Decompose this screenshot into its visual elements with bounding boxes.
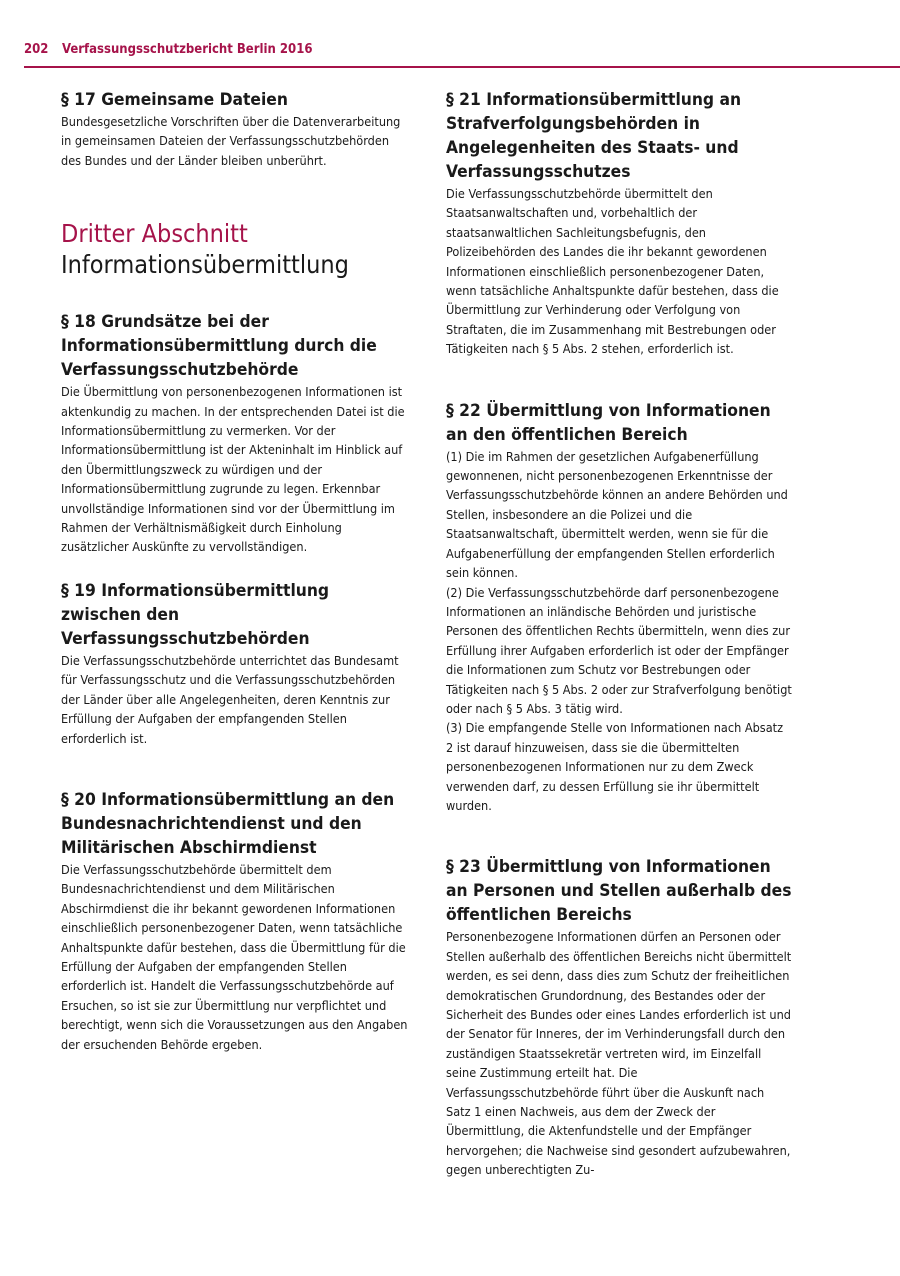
section-20 bbox=[61, 788, 409, 1054]
section-21 bbox=[446, 88, 792, 359]
section-18-heading: § 18 Grundsätze bei der Informationsübermittlung durch die Verfassungsschutzbehörde bbox=[61, 312, 377, 381]
section-18 bbox=[61, 310, 409, 557]
chapter-label: Dritter Abschnitt bbox=[61, 219, 248, 249]
section-22 bbox=[446, 399, 792, 816]
section-22-paragraph-3: (3) Die empfangende Stelle von Informationen nach Absatz 2 ist darauf hinzuweisen, dass sie die übermittelten personenbezogenen Informationen nur zu dem Zweck verwenden darf, zu dessen Erfüllung sie ihr übermittelt wurden. bbox=[446, 720, 784, 813]
section-17-heading: § 17 Gemeinsame Dateien bbox=[61, 90, 288, 110]
right-column bbox=[446, 88, 792, 1180]
running-title: Verfassungsschutzbericht Berlin 2016 bbox=[62, 42, 313, 57]
section-17 bbox=[61, 88, 409, 170]
section-21-text: Die Verfassungsschutzbehörde übermittelt den Staatsanwaltschaften und, vorbehaltlich der staatsanwaltlichen Sachleitungsbefugnis, den Polizeibehörden des Landes die ihr bekannt gewordenen Informationen einschließlich personenbezogener Daten, wenn tatsächliche Anhaltspunkte dafür bestehen, dass die Übermittlung zur Verhinderung oder Verfolgung von Straftaten, die im Zusammenhang mit Bestrebungen oder Tätigkeiten nach § 5 Abs. 2 stehen, erforderlich ist. bbox=[446, 186, 779, 357]
page-header bbox=[24, 40, 900, 68]
section-23-heading: § 23 Übermittlung von Informationen an Personen und Stellen außerhalb des öffentlichen Bereichs bbox=[446, 857, 792, 926]
section-22-paragraph-2: (2) Die Verfassungsschutzbehörde darf personenbezogene Informationen an inländische Behörden und juristische Personen des öffentlichen Rechts übermitteln, wenn dies zur Erfüllung ihrer Aufgaben erforderlich ist oder der Empfänger die Informationen zum Schutz vor Bestrebungen oder Tätigkeiten nach § 5 Abs. 2 oder zur Strafverfolgung benötigt oder nach § 5 Abs. 3 tätig wird. bbox=[446, 584, 792, 716]
section-19-text: Die Verfassungsschutzbehörde unterrichtet das Bundesamt für Verfassungsschutz und die Verfassungsschutzbehörden der Länder über alle Angelegenheiten, deren Kenntnis zur Erfüllung der Aufgaben der empfangenden Stellen erforderlich ist. bbox=[61, 652, 399, 746]
page-number: 202 bbox=[24, 42, 49, 57]
section-23 bbox=[446, 855, 792, 1179]
section-20-text: Die Verfassungsschutzbehörde übermittelt dem Bundesnachrichtendienst und dem Militärischen Abschirmdienst die ihr bekannt gewordenen Informationen einschließlich personenbezogener Daten, wenn tatsächliche Anhaltspunkte dafür bestehen, dass die Übermittlung für die Erfüllung der Aufgaben der empfangenden Stellen erforderlich ist. Handelt die Verfassungsschutzbehörde auf Ersuchen, so ist sie zur Übermittlung nur verpflichtet und berechtigt, wenn sich die Voraussetzungen aus den Angaben der ersuchenden Behörde ergeben. bbox=[61, 861, 408, 1052]
section-21-heading: § 21 Informationsübermittlung an Strafverfolgungsbehörden in Angelegenheiten des Staats- und Verfassungsschutzes bbox=[446, 90, 742, 182]
section-20-heading: § 20 Informationsübermittlung an den Bundesnachrichtendienst und den Militärischen Abschirmdienst bbox=[61, 789, 395, 858]
section-17-text: Bundesgesetzliche Vorschriften über die Datenverarbeitung in gemeinsamen Dateien der Verfassungsschutzbehörden des Bundes und der Länder bleiben unberührt. bbox=[61, 114, 401, 168]
section-18-text: Die Übermittlung von personenbezogenen Informationen ist aktenkundig zu machen. In der entsprechenden Datei ist die Informationsübermittlung zu vermerken. Vor der Informationsübermittlung ist der Akteninhalt im Hinblick auf den Übermittlungszweck zu würdigen und der Informationsübermittlung zugrunde zu legen. Erkennbar unvollständige Informationen sind vor der Übermittlung im Rahmen der Verhältnismäßigkeit durch Einholung zusätzlicher Auskünfte zu vervollständigen. bbox=[61, 384, 405, 555]
left-column bbox=[61, 88, 409, 1054]
chapter-title: Informationsübermittlung bbox=[61, 250, 349, 280]
section-19 bbox=[61, 579, 409, 748]
chapter-heading bbox=[61, 218, 409, 280]
section-19-heading: § 19 Informationsübermittlung zwischen den Verfassungsschutzbehörden bbox=[61, 580, 330, 649]
section-22-paragraph-1: (1) Die im Rahmen der gesetzlichen Aufgabenerfüllung gewonnenen, nicht personenbezogenen Erkenntnisse der Verfassungsschutzbehörde können an andere Behörden und Stellen, insbesondere an die Polizei und die Staatsanwaltschaft, übermittelt werden, wenn sie für die Aufgabenerfüllung der empfangenden Stellen erforderlich sein können. bbox=[446, 448, 788, 581]
section-23-text: Personenbezogene Informationen dürfen an Personen oder Stellen außerhalb des öffentlichen Bereichs nicht übermittelt werden, es sei denn, dass dies zum Schutz der freiheitlichen demokratischen Grundordnung, des Bestandes oder der Sicherheit des Bundes oder eines Landes erforderlich ist und der Senator für Inneres, der im Verhinderungsfall durch den zuständigen Staatssekretär vertreten wird, im Einzelfall seine Zustimmung erteilt hat. Die Verfassungsschutzbehörde führt über die Auskunft nach Satz 1 einen Nachweis, aus dem der Zweck der Übermittlung, die Aktenfundstelle und der Empfänger hervorgehen; die Nachweise sind gesondert aufzubewahren, gegen unberechtigten Zu- bbox=[446, 929, 792, 1178]
section-22-heading: § 22 Übermittlung von Informationen an den öffentlichen Bereich bbox=[446, 400, 771, 445]
